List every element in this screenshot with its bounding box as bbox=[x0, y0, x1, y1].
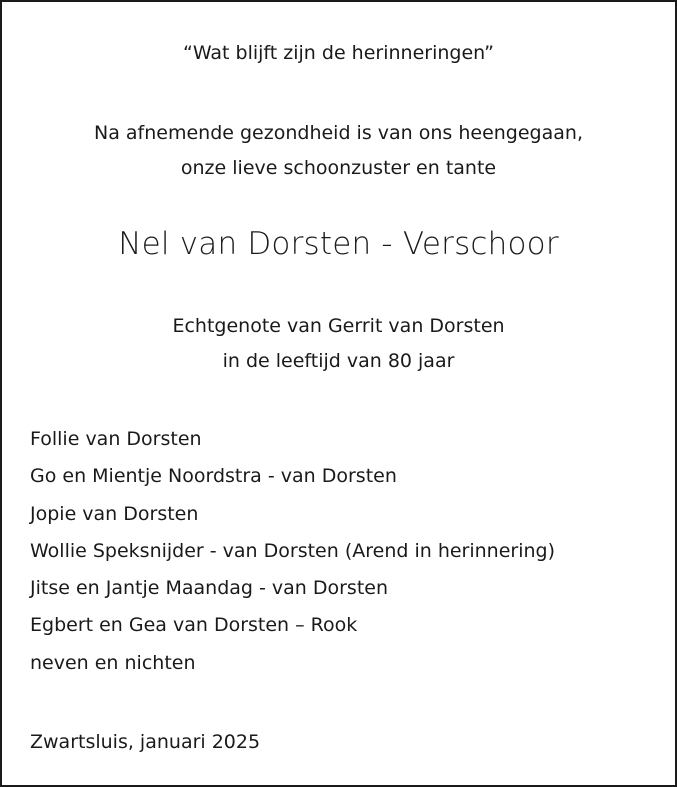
intro-text bbox=[2, 116, 675, 186]
family-member: Egbert en Gea van Dorsten – Rook bbox=[30, 614, 358, 637]
family-list bbox=[30, 421, 555, 682]
family-member: Jitse en Jantje Maandag - van Dorsten bbox=[30, 577, 389, 600]
spouse-line: Echtgenote van Gerrit van Dorsten bbox=[172, 315, 505, 337]
family-member: Go en Mientje Noordstra - van Dorsten bbox=[30, 465, 397, 488]
intro-line: Na afnemende gezondheid is van ons heengegaan, bbox=[94, 122, 583, 144]
family-member: Wollie Speksnijder - van Dorsten (Arend in herinnering) bbox=[30, 539, 556, 562]
deceased-name: Nel van Dorsten - Verschoor bbox=[118, 226, 559, 262]
family-member: neven en nichten bbox=[30, 651, 196, 674]
family-member: Follie van Dorsten bbox=[30, 428, 202, 450]
age-line: in de leeftijd van 80 jaar bbox=[222, 350, 455, 372]
opening-quote: “Wat blijft zijn de herinneringen” bbox=[182, 42, 494, 64]
place-date: Zwartsluis, januari 2025 bbox=[30, 731, 261, 753]
intro-line: onze lieve schoonzuster en tante bbox=[180, 157, 497, 179]
deceased-details bbox=[2, 309, 675, 379]
family-member: Jopie van Dorsten bbox=[30, 502, 199, 525]
